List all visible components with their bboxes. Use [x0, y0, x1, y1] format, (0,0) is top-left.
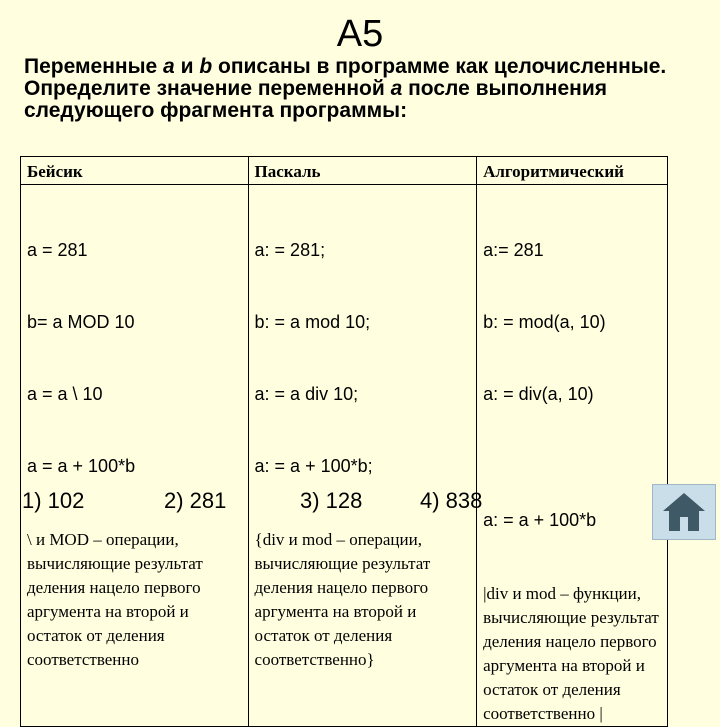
line-gap — [483, 454, 667, 460]
cell-pascal — [248, 185, 477, 727]
note-algorithmic: |div и mod – функции, вычисляющие результат деления нацело первого аргумента на второй и остаток от деления соответственно | — [483, 584, 659, 723]
table-row — [21, 185, 668, 727]
header-algorithmic: Алгоритмический — [477, 157, 668, 185]
question-part: и — [174, 55, 200, 78]
code-line: a: = 281; — [254, 240, 326, 260]
program-table — [20, 156, 668, 727]
question-part: после выполнения следующего фрагмента программы: — [24, 77, 607, 122]
question-part: Переменные — [24, 55, 164, 78]
slide-title: A5 — [336, 13, 384, 55]
note-basic: \ и MOD – операции, вычисляющие результат деления нацело первого аргумента на второй и остаток от деления соответственно — [27, 530, 203, 669]
table-header-row — [21, 157, 668, 185]
header-basic: Бейсик — [21, 157, 249, 185]
cell-basic — [21, 185, 249, 727]
code-basic — [27, 190, 248, 526]
home-icon — [661, 489, 707, 535]
answer-option-1[interactable]: 1) 102 — [22, 488, 85, 513]
code-line: b: = a mod 10; — [254, 312, 371, 332]
variable-b: b — [199, 55, 213, 78]
header-pascal: Паскаль — [248, 157, 477, 185]
answer-option-2[interactable]: 2) 281 — [164, 488, 227, 513]
code-line: b: = mod(a, 10) — [483, 312, 606, 332]
code-line: a = 281 — [27, 240, 88, 260]
note-pascal: {div и mod – операции, вычисляющие результат деления нацело первого аргумента на второй и остаток от деления соответственно} — [254, 530, 431, 669]
code-line: a = a + 100*b — [27, 456, 136, 476]
code-algorithmic — [483, 190, 667, 580]
cell-algorithmic — [477, 185, 668, 727]
code-line: a:= 281 — [483, 240, 544, 260]
answer-option-4[interactable]: 4) 838 — [420, 488, 483, 513]
answer-option-3[interactable]: 3) 128 — [300, 488, 363, 513]
code-line: b= a MOD 10 — [27, 312, 135, 332]
question-part: описаны в программе как целочисленные. Определите значение переменной — [24, 55, 667, 100]
code-line: a: = div(a, 10) — [483, 384, 594, 404]
code-line: a = a \ 10 — [27, 384, 103, 404]
home-button[interactable] — [652, 484, 716, 540]
question-text — [24, 56, 684, 122]
code-pascal — [255, 190, 477, 526]
code-line: a: = a + 100*b — [483, 510, 597, 530]
code-line: a: = a + 100*b; — [254, 456, 373, 476]
variable-a: a — [163, 55, 175, 78]
code-line: a: = a div 10; — [254, 384, 359, 404]
variable-a: a — [390, 77, 403, 100]
